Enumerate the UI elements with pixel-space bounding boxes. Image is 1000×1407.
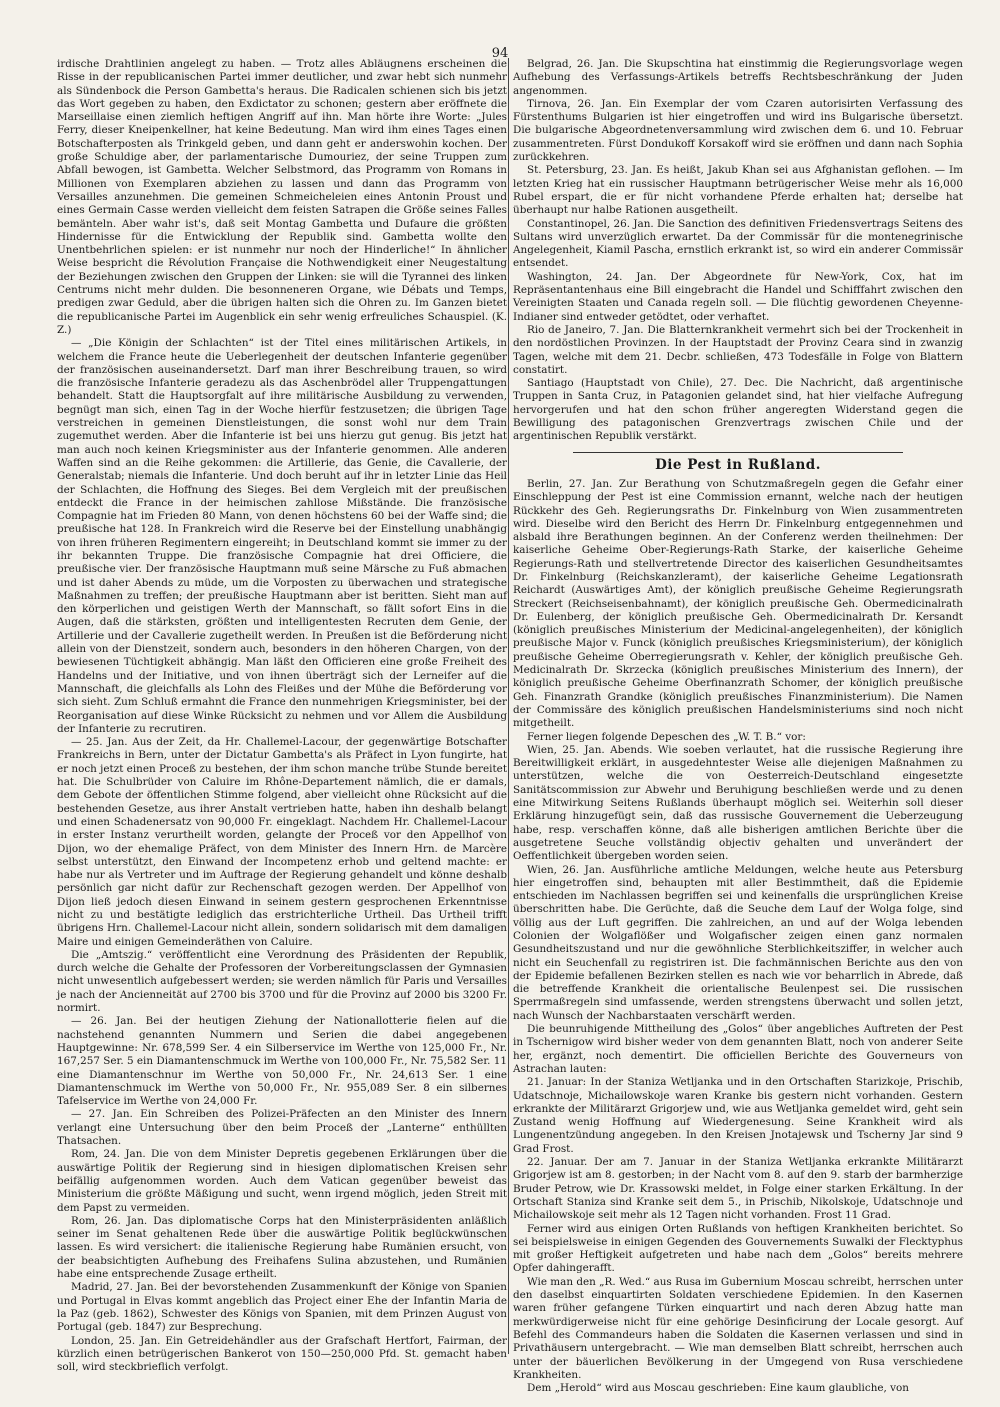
article-paragraph: — 26. Jan. Bei der heutigen Ziehung der Nationallotterie fielen auf die nachstehend genannten Nummern und Serien die dabei angegebenen Hauptgewinne: Nr. 678,599 Ser. 4 ein Silberservice im Werthe von 125,000 Fr., Nr. 167,257 Ser. 5 ein Diamantenschmuck im Werthe von 100,000 Fr., Nr. 75,582 Ser. 11 eine Diamantenschnur im Werthe von 50,000 Fr., Nr. 24,613 Ser. 1 eine Diamantenschmuck im Werthe von 50,000 Fr., Nr. 955,089 Ser. 8 ein silbernes Tafelservice im Werthe von 24,000 Fr. bbox=[57, 1015, 507, 1108]
article-paragraph: Dem „Herold“ wird aus Moscau geschrieben: Eine kaum glaubliche, von bbox=[527, 1382, 909, 1395]
article-paragraph: Wien, 26. Jan. Ausführliche amtliche Meldungen, welche heute aus Petersburg hier eingetroffen sind, behaupten mit aller Bestimmtheit, daß die Epidemie entschieden im Nachlassen begriffen sei und keinenfalls die ursprünglichen Kreise überschritten habe. Die Gerüchte, daß die Seuche dem Lauf der Wolga folge, sind völlig aus der Luft gegriffen. Die zahlreichen, an und auf der Wolga lebenden Colonien der Wolgaflößer und Wolgafischer zeigen einen ganz normalen Gesundheitszustand und nur die gewöhnliche Sterblichkeitsziffer, in welcher auch nicht ein Seuchenfall zu registriren ist. Die fachmännischen Berichte aus den von der Epidemie befallenen Bezirken stellen es nach wie vor beharrlich in Abrede, daß die betreffende Krankheit die orientalische Beulenpest sei. Die russischen Sperrmaßregeln sind umfassende, werden strengstens überwacht und sollen jetzt, nach Wunsch der Nachbarstaaten verschärft werden. bbox=[513, 863, 963, 1022]
article-paragraph: — „Die Königin der Schlachten“ ist der Titel eines militärischen Artikels, in welchem die France heute die Ueberlegenheit der deutschen Infanterie gegenüber der französischen auseinandersetzt. Darf man ihrer Beschreibung trauen, so wird die französische Infanterie geradezu als das Aschenbrödel aller Truppengattungen behandelt. Statt die Hauptsorgfalt auf ihre militärische Ausbildung zu verwenden, begnügt man sich, einen Tag in der Woche hierfür festzusetzen; die übrigen Tage verstreichen in gemeinen Dienstleistungen, die sonst wohl nur dem Train zugemuthet werden. Aber die Infanterie ist bei uns hierzu gut genug. Bis jetzt hat man auch noch keinen Kriegsminister aus der Infanterie genommen. Alle anderen Waffen sind an die Reihe gekommen: die Artillerie, das Genie, die Cavallerie, der Generalstab; niemals die Infanterie. Und doch beruht auf ihr in letzter Linie das Heil der Schlachten, die Hoffnung des Sieges. Bei dem Vergleich mit der preußischen entdeckt die France in der heimischen zahllose Mißstände. Die französische Compagnie hat im Frieden 80 Mann, von denen höchstens 60 bei der Waffe sind; die preußische hat 128. In Frankreich wird die Reserve bei der Einstellung unabhängig von ihren früheren Regimentern eingereiht; in Deutschland kommt sie immer zu der ihr bekannten Truppe. Die französische Compagnie hat drei Officiere, die preußische vier. Der französische Hauptmann muß seine Märsche zu Fuß abmachen und ist daher Abends zu müde, um die Vorposten zu überwachen und strategische Maßnahmen zu treffen; der preußische Hauptmann aber ist beritten. Sieht man auf den körperlichen und geistigen Werth der Mannschaft, so fällt sofort Eins in die Augen, daß die stärksten, größten und intelligentesten Recruten dem Genie, der Artillerie und der Cavallerie zugetheilt werden. In Preußen ist die Beförderung nicht allein von der Dienstzeit, sondern auch, besonders in den höheren Chargen, von der bewiesenen Tüchtigkeit abhängig. Man läßt den Officieren eine große Freiheit des Handelns und der Initiative, und von ihnen überträgt sich der Lerneifer auf die Mannschaft, die gleichfalls als Lohn des Fleißes und der Mühe die Beförderung vor sich sieht. Zum Schluß ermahnt die France den nunmehrigen Kriegsminister, bei der Reorganisation auf diese Winke Rücksicht zu nehmen und vor Allem die Ausbildung der Infanterie zu recrutiren. bbox=[57, 337, 507, 735]
article-paragraph: irdische Drahtlinien angelegt zu haben. — Trotz alles Abläugnens erscheinen die Risse in der republicanischen Partei immer deutlicher, und zwar hebt sich nunmehr als Sündenbock die Person Gambetta's heraus. Die Radicalen schienen sich bis jetzt das Wort gegeben zu haben, den Exdictator zu schonen; gestern aber eröffnete die Marseillaise einen ziemlich heftigen Angriff auf ihn. Man hörte ihre Worte: „Jules Ferry, dieser Kneipenkellner, hat keine Bedeutung. Man wird ihm eines Tages einen Botschafterposten als Trinkgeld geben, und dann geht er anderswohin kochen. Der große Schuldige aber, der parlamentarische Dumouriez, der seine Truppen zum Abfall bewogen, ist Gambetta. Welcher Selbstmord, das Programm von Romans in Millionen von Exemplaren abziehen zu lassen und dann das Programm von Versailles anzunehmen. Die gemeinen Schmeicheleien eines Antonin Proust und eines Germain Casse werden vielleicht dem feisten Satrapen die Größe seines Falles bemänteln. Aber wahr ist's, daß seit Montag Gambetta und Dufaure die größten Hindernisse für die Entwicklung der Republik sind. Gambetta wollte den Unentbehrlichen spielen: er ist nunmehr nur noch der Hinderliche!“ In ähnlicher Weise bespricht die Révolution Française die Nothwendigkeit einer Neugestaltung der Beziehungen zwischen den Gruppen der Linken: sie will die Tyrannei des linken Centrums nicht mehr dulden. Die besonneneren Organe, wie Débats und Temps, predigen zwar Geduld, aber die übrigen halten sich die Ohren zu. Im Ganzen bietet die republicanische Partei im Augenblick ein sehr wenig erfreuliches Schauspiel. (K. Z.) bbox=[57, 58, 507, 336]
column-divider bbox=[508, 58, 509, 1354]
dispatch-paragraph: Madrid, 27. Jan. Bei der bevorstehenden Zusammenkunft der Könige von Spanien und Portugal in Elvas kommt angeblich das Project einer Ehe der Infantin Maria de la Paz (geb. 1862), Schwester des Königs von Spanien, mit dem Prinzen August von Portugal (geb. 1847) zur Besprechung. bbox=[57, 1281, 507, 1334]
dispatch-paragraph: Constantinopel, 26. Jan. Die Sanction des definitiven Friedensvertrags Seitens des Sultans wird unverzüglich erwartet. Da der Commissär für die montenegrinische Angelegenheit, Kiamil Pascha, ernstlich erkrankt ist, so wird ein anderer Commissär entsendet. bbox=[513, 217, 963, 270]
dispatch-paragraph: Washington, 24. Jan. Der Abgeordnete für New-York, Cox, hat im Repräsentantenhaus eine Bill eingebracht die Handel und Schifffahrt zwischen den Vereinigten Staaten und Canada regeln soll. — Die flüchtig gewordenen Cheyenne-Indianer sind entweder getödtet, oder verhaftet. bbox=[513, 270, 963, 323]
article-paragraph: — 27. Jan. Ein Schreiben des Polizei-Präfecten an den Minister des Innern verlangt eine Untersuchung über den beim Proceß der „Lanterne“ enthüllten Thatsachen. bbox=[57, 1108, 507, 1148]
article-paragraph: Die beunruhigende Mittheilung des „Golos“ über angebliches Auftreten der Pest in Tschernigow wird bisher weder von dem genannten Blatt, noch von anderer Seite her, ergänzt, noch dementirt. Die officiellen Berichte des Gouverneurs von Astrachan lauten: bbox=[513, 1023, 963, 1075]
article-paragraph: Wie man den „R. Wed.“ aus Rusa im Gubernium Moscau schreibt, herrschen unter den daselbst einquartirten Soldaten verschiedene Epidemien. In den Kasernen waren früher gefangene Türken einquartirt und nach deren Abzug hatte man merkwürdigerweise nicht für eine gehörige Desinficirung der Locale gesorgt. Auf Befehl des Commandeurs haben die Soldaten die Kasernen verlassen und sind in Privathäusern untergebracht. — Wie man demselben Blatt schreibt, herrschen auch unter der bäuerlichen Bevölkerung in der Umgegend von Rusa verschiedene Krankheiten. bbox=[513, 1275, 963, 1381]
dispatch-paragraph: London, 25. Jan. Ein Getreidehändler aus der Grafschaft Hertfort, Fairman, der kürzlich einen betrügerischen Bankerot von 150—250,000 Pfd. St. gemacht haben soll, wird steckbrieflich verfolgt. bbox=[57, 1334, 507, 1374]
article-paragraph: Berlin, 27. Jan. Zur Berathung von Schutzmaßregeln gegen die Gefahr einer Einschleppung der Pest ist eine Commission ernannt, welche nach der heutigen Rückkehr des Geh. Regierungsraths Dr. Finkelnburg von Wien zusammentreten wird. Dieselbe wird den Bericht des Herrn Dr. Finkelnburg entgegennehmen und alsbald ihre Berathungen beginnen. An der Conferenz werden theilnehmen: Der kaiserliche Geheime Ober-Regierungs-Rath Starke, der kaiserliche Geheime Regierungs-Rath und stellvertretende Director des kaiserlichen Gesundheitsamtes Dr. Finkelnburg (Reichskanzleramt), der kaiserliche Geheime Legationsrath Reichardt (Auswärtiges Amt), der königlich preußische Geheime Regierungsrath Streckert (Reichseisenbahnamt), der königlich preußische Geh. Obermedicinalrath Dr. Eulenberg, der königlich preußische Geh. Obermedicinalrath Dr. Kersandt (königlich preußisches Ministerium der Medicinal-angelegenheiten), der königlich preußische Major v. Funck (königlich preußisches Kriegsministerium), der königlich preußische Geheime Oberregierungsrath v. Kehler, der königlich preußische Geh. Medicinalrath Dr. Skrzecka (königlich preußisches Ministerium des Innern), der königlich preußische Geheime Oberfinanzrath Schomer, der königlich preußische Geh. Finanzrath Grandke (königlich preußisches Finanzministerium). Die Namen der Commissäre des königlich preußischen Handelsministeriums sind noch nicht mitgetheilt. bbox=[513, 477, 963, 730]
section-rule bbox=[573, 452, 903, 453]
dispatch-paragraph: Santiago (Hauptstadt von Chile), 27. Dec. Die Nachricht, daß argentinische Truppen in Santa Cruz, in Patagonien gelandet sind, hat hier vielfache Aufregung hervorgerufen und hat den schon früher angeregten Widerstand gegen die Bewilligung des patagonischen Grenzvertrags zwischen Chile und der argentinischen Republik verstärkt. bbox=[513, 377, 963, 443]
section-title: Die Pest in Rußland. bbox=[655, 456, 821, 473]
article-paragraph: Die „Amtszig.“ veröffentlicht eine Verordnung des Präsidenten der Republik, durch welche die Gehalte der Professoren der Vorbereitungsclassen der Gymnasien nicht unwesentlich aufgebessert werden; sie werden nämlich für Paris und Versailles je nach der Ancienneität auf 2700 bis 3700 und für die Provinz auf 2000 bis 3200 Fr. normirt. bbox=[57, 948, 507, 1015]
dispatch-paragraph: Rom, 26. Jan. Das diplomatische Corps hat den Ministerpräsidenten anläßlich seiner im Senat gehaltenen Rede über die auswärtige Politik beglückwünschen lassen. Es wird versichert: die italienische Regierung habe Rumänien ersucht, von der beabsichtigten Aufhebung des Freihafens Sulina abzustehen, und Rumänien habe eine entsprechende Zusage ertheilt. bbox=[57, 1214, 507, 1281]
article-paragraph: — 25. Jan. Aus der Zeit, da Hr. Challemel-Lacour, der gegenwärtige Botschafter Frankreichs in Bern, unter der Dictatur Gambetta's als Präfect in Lyon fungirte, hat er noch jetzt einen Proceß zu bestehen, der ihm schon manche trübe Stunde bereitet hat. Die Schulbrüder von Caluire im Rhône-Departement nämlich, die er damals, dem Gebote der öffentlichen Stimme folgend, aber vielleicht ohne Rücksicht auf die bestehenden Gesetze, aus ihrer Anstalt vertrieben hatte, haben ihn deshalb belangt und einen Schadenersatz von 90,000 Fr. eingeklagt. Nachdem Hr. Challemel-Lacour in erster Instanz verurtheilt worden, gelangte der Proceß vor den Appellhof von Dijon, wo der ehemalige Präfect, von dem Minister des Innern Hrn. de Marcère selbst unterstützt, den Einwand der Incompetenz erhob und geltend machte: er habe nur als Vertreter und im Auftrage der Regierung gehandelt und könne deshalb persönlich gar nicht dafür zur Rechenschaft gezogen werden. Der Appellhof von Dijon ließ jedoch diesen Einwand in seinem gestern gesprochenen Erkenntnisse nicht zu und bestätigte lediglich das erstrichterliche Urtheil. Das Urtheil trifft übrigens Hrn. Challemel-Lacour nicht allein, sondern solidarisch mit dem damaligen Maire und einigen Gemeinderäthen von Caluire. bbox=[57, 736, 507, 948]
article-paragraph: 21. Januar: In der Staniza Wetljanka und in den Ortschaften Starizkoje, Prischib, Udatschnoje, Michailowskoje waren Kranke bis gestern nicht vorhanden. Gestern erkrankte der Militärarzt Grigorjew und, wie aus Wetljanka gemeldet wird, geht sein Zustand wenig Hoffnung auf Wiedergenesung. Seine Krankheit wird als Lungenentzündung angegeben. In den Kreisen Jnotajewsk und Tscherny Jar sind 9 Grad Frost. bbox=[513, 1076, 963, 1155]
dispatch-paragraph: Rom, 24. Jan. Die von dem Minister Depretis gegebenen Erklärungen über die auswärtige Politik der Regierung sind in hiesigen diplomatischen Kreisen sehr beifällig aufgenommen worden. Auch dem Vatican gegenüber beweist das Ministerium die größte Mäßigung und sucht, wenn irgend möglich, jeden Streit mit dem Papst zu vermeiden. bbox=[57, 1148, 507, 1214]
article-paragraph: Ferner wird aus einigen Orten Rußlands von heftigen Krankheiten berichtet. So sei beispielsweise in einigen Gegenden des Gouvernements Suwalki der Flecktyphus mit großer Heftigkeit aufgetreten und habe nach dem „Golos“ bereits mehrere Opfer dahingerafft. bbox=[513, 1222, 963, 1275]
dispatch-paragraph: Belgrad, 26. Jan. Die Skupschtina hat einstimmig die Regierungsvorlage wegen Aufhebung des Verfassungs-Artikels betreffs Rechtsbeschränkung der Juden angenommen. bbox=[513, 58, 963, 97]
article-paragraph: 22. Januar. Der am 7. Januar in der Staniza Wetljanka erkrankte Militärarzt Grigorjew ist am 8. gestorben; in der Nacht vom 8. auf den 9. starb der barmherzige Bruder Petrow, wie Dr. Krassowski meldet, in Folge einer starken Erkältung. In der Ortschaft Staniza sind Kranke seit dem 5., in Prischib, Nikolskoje, Udatschnoje und Michailowskoje seit mehr als 12 Tagen nicht vorhanden. Frost 11 Grad. bbox=[513, 1156, 963, 1222]
article-paragraph: Ferner liegen folgende Depeschen des „W. T. B.“ vor: bbox=[527, 730, 806, 743]
right-column bbox=[513, 58, 963, 1395]
dispatch-paragraph: Rio de Janeiro, 7. Jan. Die Blatternkrankheit vermehrt sich bei der Trockenheit in den nordöstlichen Provinzen. In der Hauptstadt der Provinz Ceara sind in zwanzig Tagen, welche mit dem 21. Decbr. schließen, 473 Todesfälle in Folge von Blattern constatirt. bbox=[513, 323, 963, 376]
page-number: 94 bbox=[491, 46, 509, 61]
article-paragraph: Wien, 25. Jan. Abends. Wie soeben verlautet, hat die russische Regierung ihre Bereitwilligkeit erklärt, in ausgedehntester Weise alle diejenigen Maßnahmen zu unterstützen, welche die von Oesterreich-Deutschland eingesetzte Sanitätscommission zur Abwehr und Beruhigung beschließen werde und zu denen eine Mitwirkung Seitens Rußlands überhaupt möglich sei. Weiterhin soll dieser Erklärung hinzugefügt sein, daß das russische Gouvernement die Ueberzeugung habe, resp. verschaffen könne, daß alle bisherigen amtlichen Berichte über die ausgetretene Seuche vollständig objectiv gehalten und unverändert der Oeffentlichkeit übergeben worden seien. bbox=[513, 743, 963, 863]
left-column bbox=[57, 58, 507, 1374]
dispatch-paragraph: St. Petersburg, 23. Jan. Es heißt, Jakub Khan sei aus Afghanistan geflohen. — Im letzten Krieg hat ein russischer Hauptmann betrügerischer Weise mehr als 16,000 Rubel erspart, die er für nicht vorhandene Pferde erhalten hat; derselbe hat überhaupt nur halbe Rationen ausgetheilt. bbox=[513, 164, 963, 217]
dispatch-paragraph: Tirnova, 26. Jan. Ein Exemplar der vom Czaren autorisirten Verfassung des Fürstenthums Bulgarien ist hier eingetroffen und wird ins Bulgarische übersetzt. Die bulgarische Abgeordnetenversammlung wird zwischen dem 6. und 10. Februar zusammentreten. Fürst Dondukoff Korsakoff wird sie eröffnen und dann nach Sophia zurückkehren. bbox=[513, 97, 963, 164]
